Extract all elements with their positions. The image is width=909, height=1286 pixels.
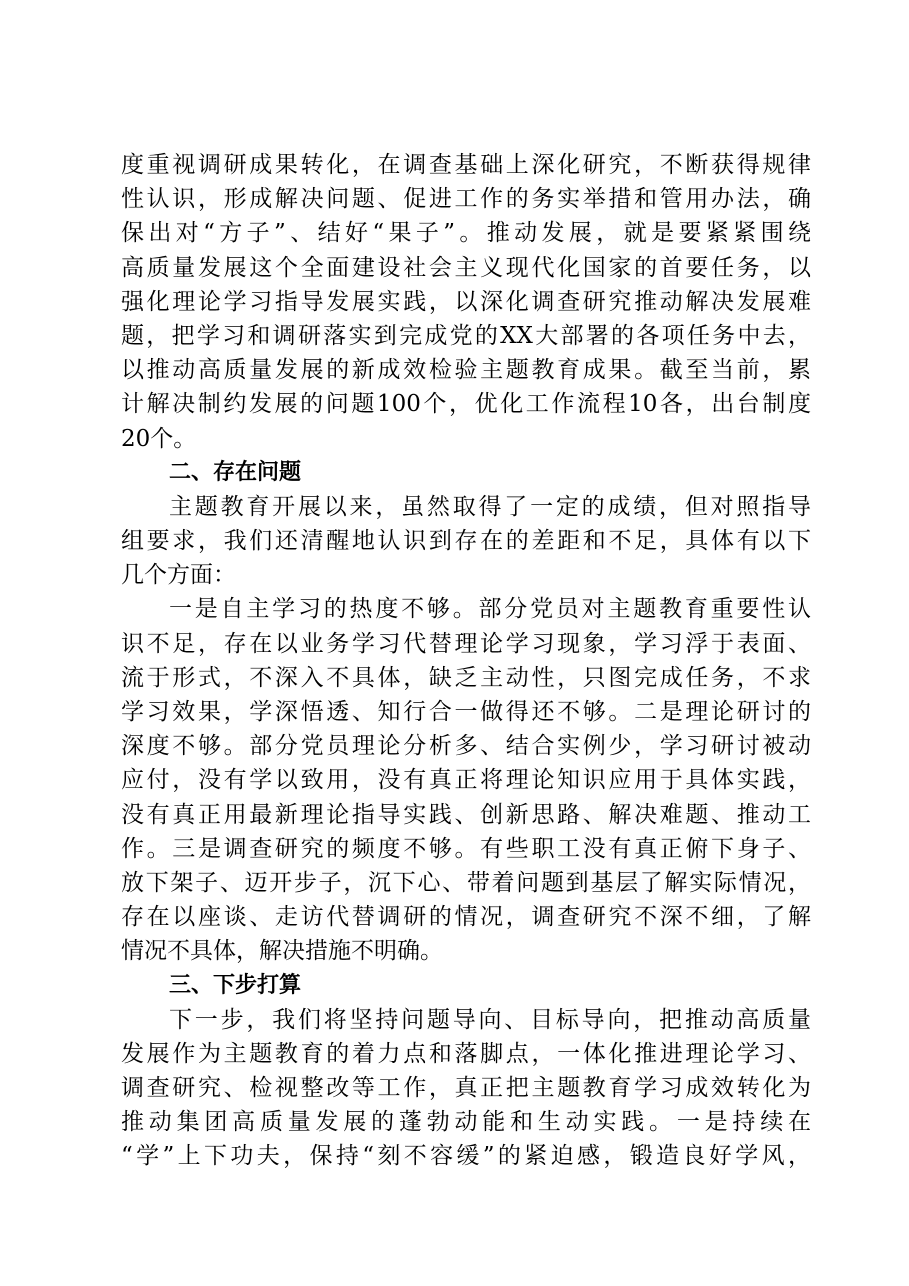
text-line: 一是自主学习的热度不够。部分党员对主题教育重要性认 — [169, 596, 811, 623]
text-line: 度重视调研成果转化，在调查基础上深化研究，不断获得规律 — [121, 152, 811, 178]
text-line: 作。三是调查研究的频度不够。有些职工没有真正俯下身子、 — [121, 835, 811, 862]
text-line: 20个。 — [121, 425, 197, 452]
text-line: 高质量发展这个全面建设社会主义现代化国家的首要任务，以 — [121, 254, 811, 281]
text-line: 题，把学习和调研落实到完成党的XX大部署的各项任务中去， — [121, 322, 811, 349]
text-line: 应付，没有学以致用，没有真正将理论知识应用于具体实践， — [121, 767, 811, 794]
section-heading-next-steps: 三、下步打算 — [169, 972, 302, 998]
section-heading-problems: 二、存在问题 — [169, 459, 302, 485]
paragraph-1 — [121, 148, 811, 456]
text-line: 计解决制约发展的问题100个，优化工作流程10各，出台制度 — [121, 391, 811, 418]
text-line: 放下架子、迈开步子，沉下心、带着问题到基层了解实际情况， — [121, 869, 811, 896]
text-line: 没有真正用最新理论指导实践、创新思路、解决难题、推动工 — [121, 801, 811, 828]
document-page — [121, 148, 811, 1174]
text-line: 几个方面： — [121, 562, 236, 589]
text-line: “学”上下功夫，保持“刻不容缓”的紧迫感，锻造良好学风， — [121, 1143, 811, 1170]
text-line: 推动集团高质量发展的蓬勃动能和生动实践。一是持续在 — [121, 1109, 811, 1136]
text-line: 强化理论学习指导发展实践，以深化调查研究推动解决发展难 — [121, 288, 811, 315]
paragraph-3 — [121, 592, 811, 968]
paragraph-4 — [121, 1003, 811, 1174]
text-line: 保出对“方子”、结好“果子”。推动发展，就是要紧紧围绕 — [121, 220, 811, 247]
text-line: 存在以座谈、走访代替调研的情况，调查研究不深不细，了解 — [121, 904, 811, 931]
text-line: 下一步，我们将坚持问题导向、目标导向，把推动高质量 — [169, 1006, 811, 1033]
text-line: 学习效果，学深悟透、知行合一做得还不够。二是理论研讨的 — [121, 699, 811, 725]
text-line: 组要求，我们还清醒地认识到存在的差距和不足，具体有以下 — [121, 528, 811, 555]
text-line: 发展作为主题教育的着力点和落脚点，一体化推进理论学习、 — [121, 1040, 811, 1067]
text-line: 流于形式，不深入不具体，缺乏主动性，只图完成任务，不求 — [121, 664, 811, 691]
text-line: 主题教育开展以来，虽然取得了一定的成绩，但对照指导 — [169, 493, 811, 520]
text-line: 以推动高质量发展的新成效检验主题教育成果。截至当前，累 — [121, 357, 811, 384]
text-line: 深度不够。部分党员理论分析多、结合实例少，学习研讨被动 — [121, 733, 811, 760]
text-line: 性认识，形成解决问题、促进工作的务实举措和管用办法，确 — [121, 186, 811, 213]
text-line: 调查研究、检视整改等工作，真正把主题教育学习成效转化为 — [121, 1075, 811, 1102]
paragraph-2 — [121, 490, 811, 593]
text-line: 情况不具体，解决措施不明确。 — [121, 938, 443, 965]
text-line: 识不足，存在以业务学习代替理论学习现象，学习浮于表面、 — [121, 630, 811, 657]
